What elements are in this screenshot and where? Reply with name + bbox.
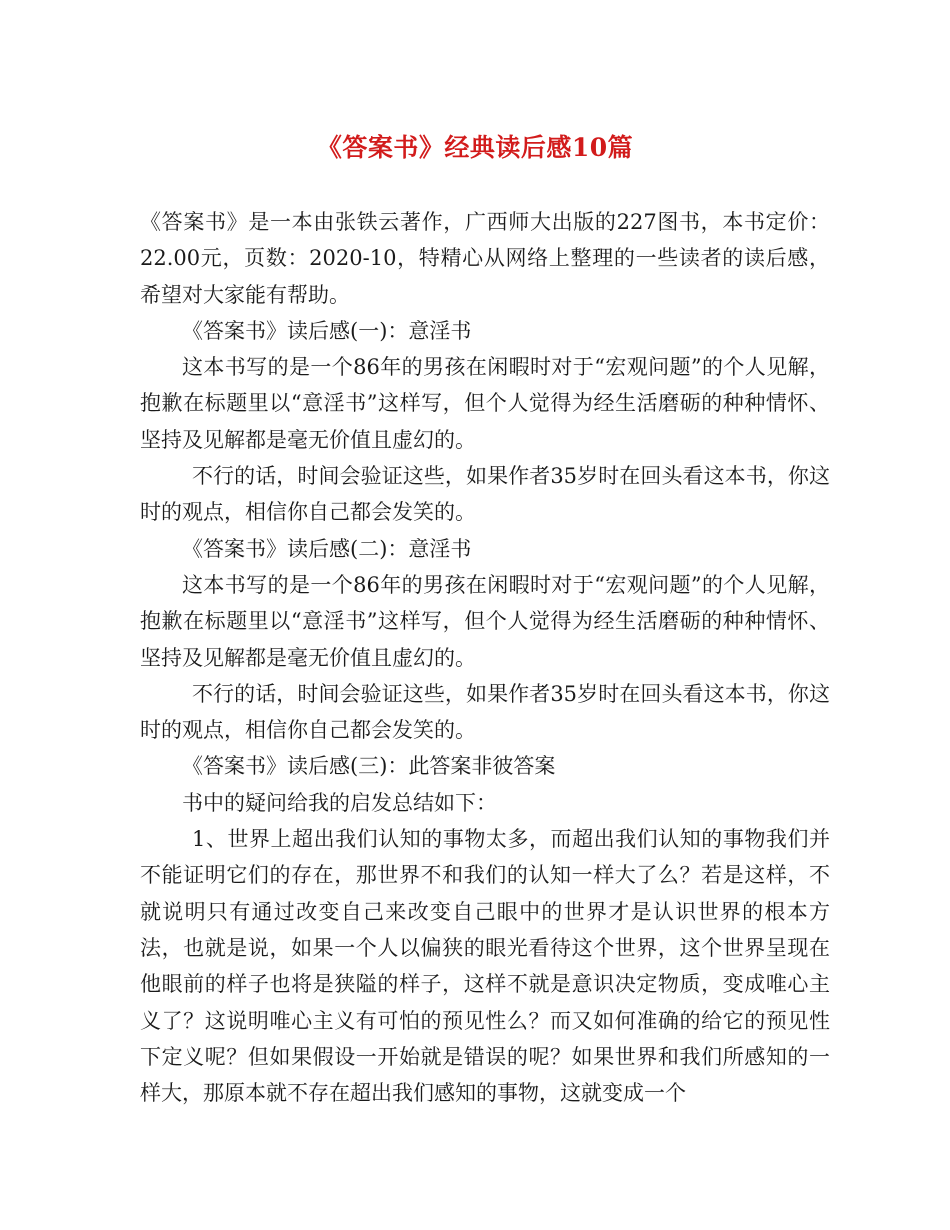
section-heading-1: 《答案书》读后感(一)：意淫书 bbox=[182, 318, 472, 343]
body-paragraph: 不行的话，时间会验证这些，如果作者35岁时在回头看这本书，你这时的观点，相信你自己都会发笑的。 bbox=[140, 464, 830, 525]
intro-paragraph: 《答案书》是一本由张铁云著作，广西师大出版的227图书，本书定价：22.00元，页数：2020-10，特精心从网络上整理的一些读者的读后感，希望对大家能有帮助。 bbox=[140, 210, 830, 307]
document-title: 《答案书》经典读后感10篇 bbox=[316, 133, 634, 162]
section-heading-2: 《答案书》读后感(二)：意淫书 bbox=[182, 536, 472, 561]
body-paragraph: 书中的疑问给我的启发总结如下： bbox=[182, 790, 497, 815]
section-heading-3: 《答案书》读后感(三)：此答案非彼答案 bbox=[182, 754, 556, 779]
document-body bbox=[140, 204, 830, 1111]
body-paragraph: 这本书写的是一个86年的男孩在闲暇时对于“宏观问题”的个人见解，抱歉在标题里以“意淫书”这样写，但个人觉得为经生活磨砺的种种情怀、坚持及见解都是毫无价值且虚幻的。 bbox=[140, 572, 830, 670]
body-paragraph: 1、世界上超出我们认知的事物太多，而超出我们认知的事物我们并不能证明它们的存在，那世界不和我们的认知一样大了么？若是这样，不就说明只有通过改变自己来改变自己眼中的世界才是认识世界的根本方法，也就是说，如果一个人以偏狭的眼光看待这个世界，这个世界呈现在他眼前的样子也将是狭隘的样子，这样不就是意识决定物质，变成唯心主义了？这说明唯心主义有可怕的预见性么？而又如何准确的给它的预见性下定义呢？但如果假设一开始就是错误的呢？如果世界和我们所感知的一样大，那原本就不存在超出我们感知的事物，这就变成一个 bbox=[140, 827, 830, 1106]
body-paragraph: 不行的话，时间会验证这些，如果作者35岁时在回头看这本书，你这时的观点，相信你自己都会发笑的。 bbox=[140, 681, 830, 743]
body-paragraph: 这本书写的是一个86年的男孩在闲暇时对于“宏观问题”的个人见解，抱歉在标题里以“意淫书”这样写，但个人觉得为经生活磨砺的种种情怀、坚持及见解都是毫无价值且虚幻的。 bbox=[140, 355, 830, 452]
